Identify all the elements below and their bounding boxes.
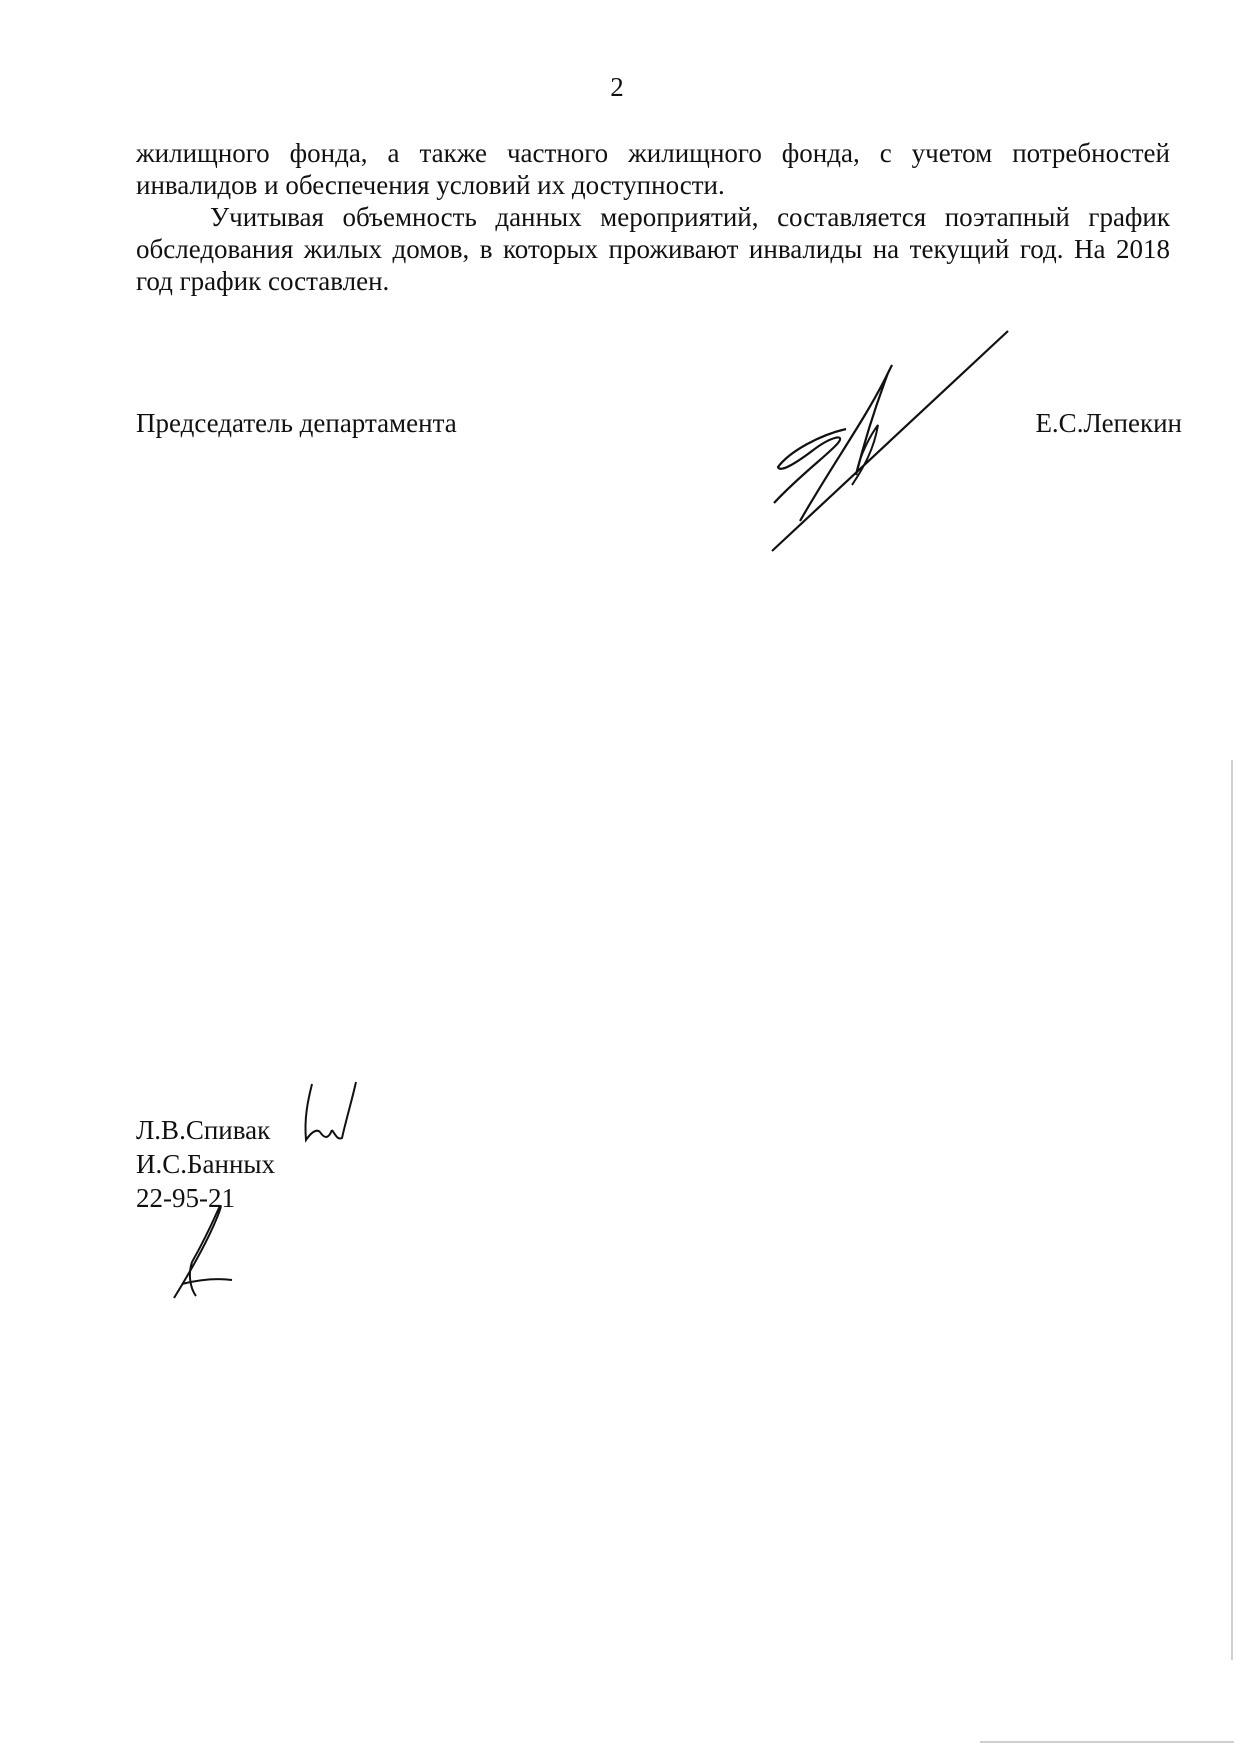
paragraph-continuation: жилищного фонда, а также частного жилищного фонда, с учетом потребностей инвалидов и обеспечения условий их доступности. [136, 138, 1170, 200]
scan-edge-bottom [980, 1741, 1234, 1743]
page-number: 2 [610, 72, 624, 102]
executor-name-2: И.С.Банных [136, 1149, 276, 1179]
executors-block [136, 1113, 275, 1215]
signatory-name: Е.С.Лепекин [1035, 408, 1182, 438]
chairman-signature [760, 325, 1020, 555]
executor-name-1: Л.В.Спивак [136, 1115, 271, 1145]
document-body [136, 137, 1170, 297]
executor-phone: 22-95-21 [136, 1183, 235, 1213]
scan-edge-right [1231, 760, 1233, 1660]
signatory-title: Председатель департамента [136, 408, 457, 438]
executor-2-initials [168, 1200, 248, 1306]
executor-1-initials [298, 1078, 366, 1150]
paragraph-schedule: Учитывая объемность данных мероприятий, составляется поэтапный график обследования жилых домов, в которых проживают инвалиды на текущий год. На 2018 год график составлен. [136, 202, 1170, 296]
